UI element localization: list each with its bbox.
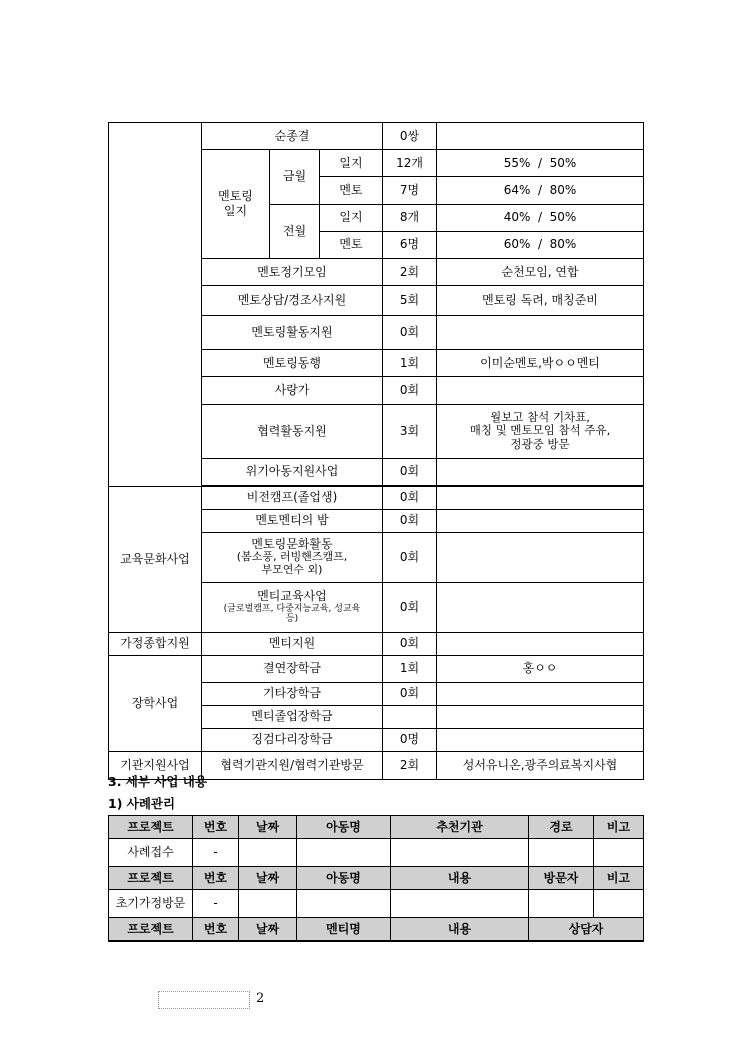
header-cell: 내용: [391, 867, 529, 890]
row-label: 멘토링동행: [202, 350, 383, 377]
case-management-table: [108, 815, 644, 942]
row-note: 홍ㅇㅇ: [437, 655, 644, 682]
jeonwol-label: 전월: [270, 204, 320, 258]
category-cell-empty: [109, 123, 202, 487]
row-label: 멘티지원: [202, 632, 383, 655]
header-cell: 경로: [529, 816, 594, 839]
row-note: [437, 632, 644, 655]
header-cell: 내용: [391, 918, 529, 942]
row-label: 멘토링활동지원: [202, 316, 383, 350]
row-label: 순종결: [202, 123, 383, 150]
row-label: 사랑가: [202, 377, 383, 404]
header-cell: 프로젝트: [109, 867, 193, 890]
row-count: 12개: [383, 150, 437, 177]
row-count: 1회: [383, 350, 437, 377]
culture-label-line3: 부모연수 외): [261, 563, 323, 577]
row-count: 8개: [383, 204, 437, 231]
subsection-heading: 1) 사례관리: [108, 796, 176, 811]
row-count: 0회: [383, 509, 437, 532]
row-label: 징검다리장학금: [202, 728, 383, 751]
row-note: [437, 377, 644, 404]
table-cell: 초기가정방문: [109, 890, 193, 918]
header-cell: 상담자: [529, 918, 644, 942]
table-cell: [529, 890, 594, 918]
sub-label: 일지: [320, 204, 383, 231]
header-cell: 날짜: [239, 816, 297, 839]
coop-note-line1: 월보고 참석 기차표,: [490, 410, 590, 425]
row-count: 0회: [383, 377, 437, 404]
row-label: 기타장학금: [202, 682, 383, 705]
row-count: 2회: [383, 751, 437, 779]
row-note: 64% / 80%: [437, 177, 644, 204]
row-count: 2회: [383, 258, 437, 285]
row-note: [437, 509, 644, 532]
row-count: 0회: [383, 316, 437, 350]
row-count: 0쌍: [383, 123, 437, 150]
table-cell: [391, 890, 529, 918]
mentee-edu-label-line1: 멘티교육사업: [257, 588, 327, 603]
category-agency: 기관지원사업: [109, 751, 202, 779]
row-label: [202, 582, 383, 632]
table-cell: [594, 839, 644, 867]
row-label: [202, 532, 383, 582]
mentoring-log-label-line1: 멘토링: [218, 189, 253, 204]
header-cell: 아동명: [297, 867, 391, 890]
row-note: [437, 123, 644, 150]
row-count: 0회: [383, 682, 437, 705]
row-note: [437, 486, 644, 509]
row-count: 0회: [383, 532, 437, 582]
coop-note-line2: 매칭 및 멘토모임 참석 주유,: [469, 423, 611, 438]
row-note: [437, 705, 644, 728]
header-cell: 날짜: [239, 867, 297, 890]
row-count: 1회: [383, 655, 437, 682]
row-label: 멘토정기모임: [202, 258, 383, 285]
header-cell: 프로젝트: [109, 918, 193, 942]
header-cell: 아동명: [297, 816, 391, 839]
row-count: 3회: [383, 404, 437, 458]
activity-summary-table: [108, 122, 644, 780]
table-cell: -: [193, 890, 239, 918]
mentoring-log-label: [202, 150, 270, 259]
row-label: 결연장학금: [202, 655, 383, 682]
page-number: 2: [256, 991, 265, 1006]
culture-label-line2: (봄소풍, 러빙핸즈캠프,: [236, 550, 348, 564]
row-note: [437, 458, 644, 485]
table-cell: 사례접수: [109, 839, 193, 867]
geumwol-label: 금월: [270, 150, 320, 204]
table-cell: [391, 839, 529, 867]
row-label: 협력활동지원: [202, 404, 383, 458]
category-scholarship: 장학사업: [109, 655, 202, 751]
row-note: [437, 532, 644, 582]
sub-label: 멘토: [320, 231, 383, 258]
row-note: 이미순멘토,박ㅇㅇ멘티: [437, 350, 644, 377]
row-count: 0명: [383, 728, 437, 751]
category-family: 가정종합지원: [109, 632, 202, 655]
header-cell: 번호: [193, 918, 239, 942]
table-cell: [297, 890, 391, 918]
table-cell: -: [193, 839, 239, 867]
header-cell: 번호: [193, 816, 239, 839]
row-count: 5회: [383, 286, 437, 316]
row-note: 멘토링 독려, 매칭준비: [437, 286, 644, 316]
table-cell: [529, 839, 594, 867]
coop-note-line3: 정광중 방문: [510, 436, 570, 451]
header-cell: 방문자: [529, 867, 594, 890]
header-cell: 추천기관: [391, 816, 529, 839]
row-label: 비전캠프(졸업생): [202, 486, 383, 509]
row-note: 성서유니온,광주의료복지사협: [437, 751, 644, 779]
row-note: [437, 404, 644, 458]
culture-label-line1: 멘토링문화활동: [251, 536, 333, 551]
row-count: 0회: [383, 486, 437, 509]
mentee-edu-label-line3: 등): [285, 614, 299, 625]
section-heading: 3. 세부 사업 내용: [108, 774, 207, 789]
header-cell: 멘티명: [297, 918, 391, 942]
sub-label: 멘토: [320, 177, 383, 204]
header-cell: 비고: [594, 816, 644, 839]
mentee-edu-label-line2: (글로벌캠프, 다중지능교육, 성교육: [223, 603, 361, 614]
sub-label: 일지: [320, 150, 383, 177]
footer-placeholder-box: [158, 991, 250, 1009]
row-count: 7명: [383, 177, 437, 204]
row-note: 순천모임, 연합: [437, 258, 644, 285]
row-count: 0회: [383, 632, 437, 655]
row-note: [437, 682, 644, 705]
row-count: 0회: [383, 458, 437, 485]
header-cell: 날짜: [239, 918, 297, 942]
row-label: 위기아동지원사업: [202, 458, 383, 485]
row-note: [437, 582, 644, 632]
header-cell: 번호: [193, 867, 239, 890]
row-label: 협력기관지원/협력기관방문: [202, 751, 383, 779]
category-education: 교육문화사업: [109, 486, 202, 632]
row-label: 멘토상담/경조사지원: [202, 286, 383, 316]
row-label: 멘토멘티의 밤: [202, 509, 383, 532]
table-cell: [297, 839, 391, 867]
row-note: 40% / 50%: [437, 204, 644, 231]
header-cell: 프로젝트: [109, 816, 193, 839]
table-cell: [239, 890, 297, 918]
row-note: [437, 728, 644, 751]
table-cell: [594, 890, 644, 918]
row-count: [383, 705, 437, 728]
table-cell: [239, 839, 297, 867]
header-cell: 비고: [594, 867, 644, 890]
row-count: 0회: [383, 582, 437, 632]
mentoring-log-label-line2: 일지: [223, 204, 248, 219]
row-note: 55% / 50%: [437, 150, 644, 177]
row-label: 멘티졸업장학금: [202, 705, 383, 728]
row-note: [437, 316, 644, 350]
row-count: 6명: [383, 231, 437, 258]
row-note: 60% / 80%: [437, 231, 644, 258]
